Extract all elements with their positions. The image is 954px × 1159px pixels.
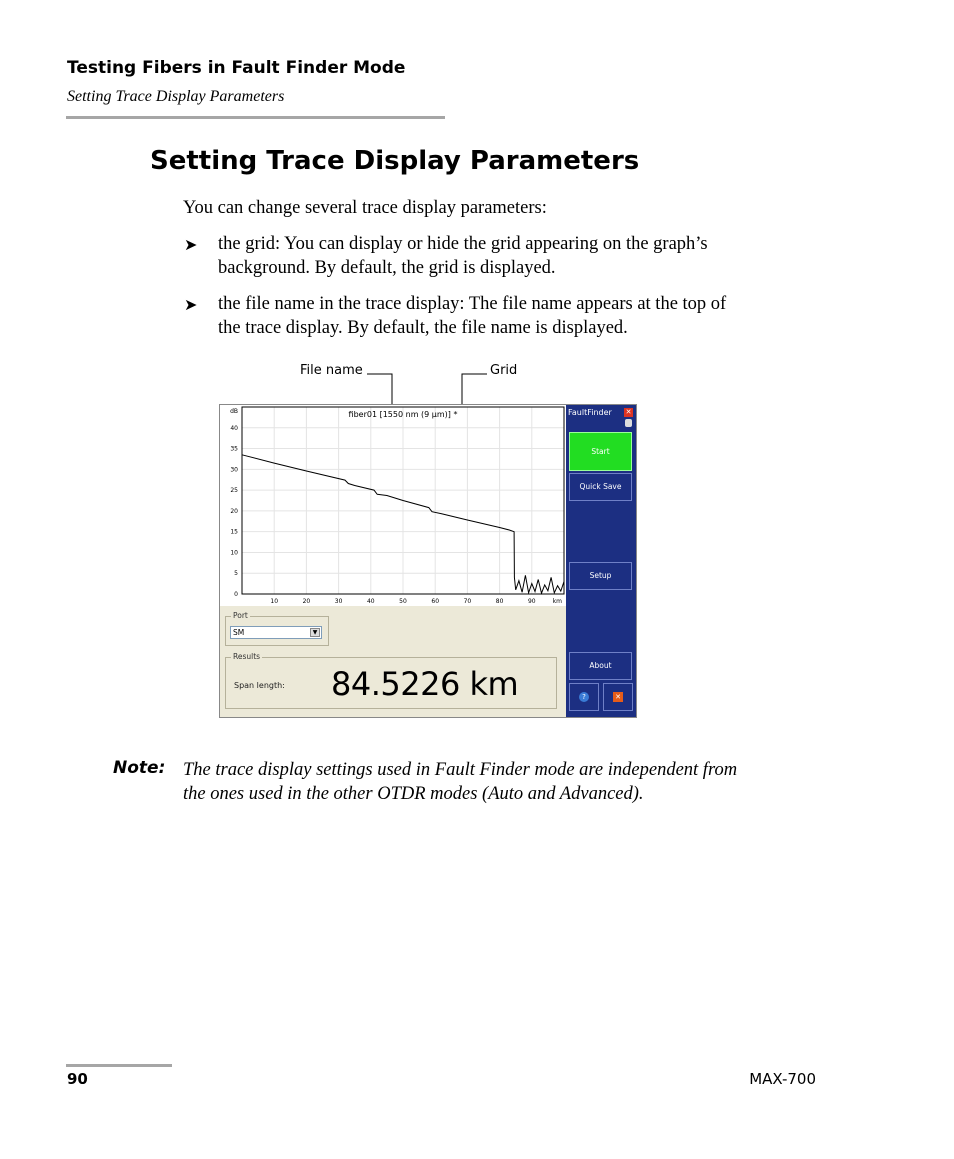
about-button[interactable]: About [569, 652, 632, 680]
bullet-grid-line2: background. By default, the grid is displayed. [218, 258, 556, 278]
trace-graph [220, 405, 566, 606]
results-group [225, 652, 557, 709]
close-icon[interactable]: ✕ [625, 408, 632, 416]
page-number: 90 [67, 1070, 88, 1088]
callout-lines [0, 0, 954, 460]
bullet-grid-line1: the grid: You can display or hide the grid appearing on the graph’s [218, 234, 708, 254]
callout-file-name: File name [300, 363, 363, 378]
x-tick-label: 30 [334, 598, 343, 605]
y-tick-label: 0 [234, 591, 238, 598]
footer-rule [66, 1064, 172, 1067]
intro-text: You can change several trace display parameters: [183, 198, 547, 218]
port-value: SM [233, 628, 245, 637]
page-heading: Setting Trace Display Parameters [150, 146, 640, 176]
x-tick-label: 70 [463, 598, 472, 605]
y-tick-label: 30 [230, 466, 238, 474]
bullet-arrow-icon: ➤ [184, 237, 198, 254]
exit-button[interactable] [603, 683, 633, 711]
trace-chart [220, 405, 566, 606]
section-subtitle: Setting Trace Display Parameters [67, 88, 285, 105]
x-tick-label: 80 [495, 598, 504, 605]
x-tick-label: 10 [270, 598, 279, 605]
bullet-file-name-line2: the trace display. By default, the file name is displayed. [218, 318, 628, 338]
start-button[interactable]: Start [569, 432, 632, 471]
y-tick-label: 15 [230, 528, 238, 536]
y-tick-label: 20 [230, 507, 238, 515]
trace-file-name: fiber01 [1550 nm (9 µm)] * [348, 410, 458, 419]
exit-icon: ✕ [613, 692, 623, 702]
product-name: MAX-700 [749, 1070, 816, 1088]
x-tick-label: 90 [527, 598, 536, 605]
help-icon: ? [579, 692, 589, 702]
bullet-arrow-icon: ➤ [184, 297, 198, 314]
faultfinder-screenshot [219, 404, 637, 718]
panel-title: FaultFinder [568, 408, 612, 417]
results-label: Results [233, 652, 261, 661]
span-length-label: Span length: [234, 681, 285, 690]
x-tick-label: 40 [366, 598, 375, 605]
y-tick-label: 35 [230, 445, 238, 453]
y-tick-label: 5 [234, 570, 238, 578]
side-panel [566, 405, 636, 717]
y-tick-label: 25 [230, 487, 238, 495]
x-tick-label: 20 [302, 598, 311, 605]
setup-button[interactable]: Setup [569, 562, 632, 590]
span-length-value: 84.5226 km [331, 665, 519, 703]
y-tick-label: 10 [230, 549, 238, 557]
bullet-file-name-line1: the file name in the trace display: The file name appears at the top of [218, 294, 727, 314]
pin-icon[interactable] [625, 419, 632, 427]
chapter-title: Testing Fibers in Fault Finder Mode [67, 58, 406, 78]
note-text [183, 758, 833, 806]
x-tick-label: 60 [431, 598, 440, 605]
dropdown-arrow-icon[interactable]: ▼ [310, 628, 320, 637]
note-label: Note: [113, 758, 166, 778]
note-line2: the ones used in the other OTDR modes (Auto and Advanced). [183, 784, 644, 804]
port-select[interactable] [230, 626, 322, 639]
note-line1: The trace display settings used in Fault Finder mode are independent from [183, 760, 738, 780]
y-tick-label: 40 [230, 424, 238, 432]
quick-save-button[interactable]: Quick Save [569, 473, 632, 501]
x-tick-label: 50 [399, 598, 407, 605]
help-button[interactable] [569, 683, 599, 711]
y-axis-label: dB [230, 408, 238, 415]
port-group [225, 611, 329, 646]
x-axis-label: km [552, 598, 562, 605]
port-label: Port [233, 611, 248, 620]
callout-grid: Grid [490, 363, 518, 378]
